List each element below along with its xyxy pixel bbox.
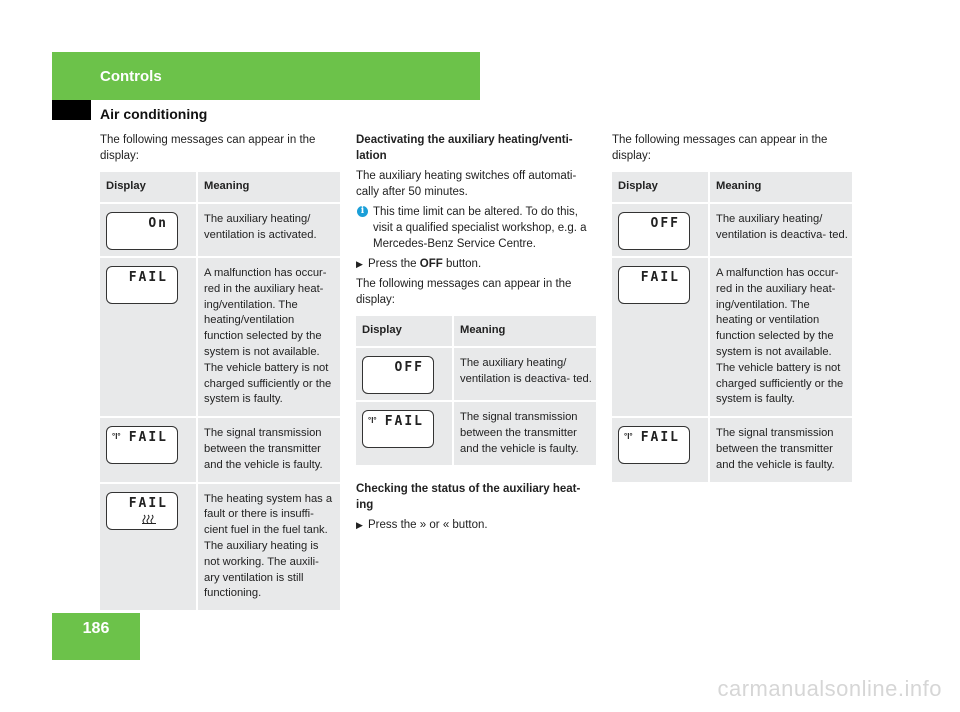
middle-intro: The following messages can appear in the display: xyxy=(356,278,572,306)
lcd-display-icon xyxy=(106,212,178,250)
meaning-cell: The auxiliary heating/ ventilation is deactiva- ted. xyxy=(454,348,596,402)
meaning-cell: The auxiliary heating/ ventilation is activated. xyxy=(198,204,340,258)
table-row xyxy=(356,348,596,402)
watermark: carmanualsonline.info xyxy=(717,676,942,701)
section-title: Air conditioning xyxy=(100,106,208,122)
lcd-text: OFF xyxy=(394,360,424,375)
info-note xyxy=(356,204,596,252)
lcd-text: FAIL xyxy=(640,270,680,285)
display-cell xyxy=(612,418,710,483)
meaning-cell: A malfunction has occur- red in the auxiliary heat- ing/ventilation. The heating or ventilation function selected by the system is not available. The vehicle battery is not charged sufficiently or the system is faulty. xyxy=(710,258,852,418)
lcd-display-icon xyxy=(618,212,690,250)
lcd-text: FAIL xyxy=(640,430,680,446)
page-number: 186 xyxy=(82,620,110,637)
display-cell xyxy=(100,418,198,483)
lcd-display-icon xyxy=(106,426,178,464)
step-press-off xyxy=(356,256,596,272)
middle-column xyxy=(356,132,596,537)
middle-message-table xyxy=(356,316,596,467)
meaning-cell: The signal transmission between the transmitter and the vehicle is faulty. xyxy=(454,402,596,467)
display-cell xyxy=(612,204,710,258)
meaning-cell: A malfunction has occur- red in the auxiliary heat- ing/ventilation. The heating/ventilation function selected by the system is not available. The vehicle battery is not charged sufficiently or the system is faulty. xyxy=(198,258,340,418)
lcd-text: On xyxy=(148,216,168,231)
step-press-arrows-text: Press the » or « button. xyxy=(368,519,488,532)
heating-icon xyxy=(141,514,157,524)
step-press-off-text: Press the OFF button. xyxy=(368,258,482,270)
left-column xyxy=(100,132,340,612)
display-cell xyxy=(612,258,710,418)
left-intro: The following messages can appear in the display: xyxy=(100,134,316,162)
table-row xyxy=(100,258,340,418)
info-note-text: This time limit can be altered. To do this, visit a qualified specialist workshop, e.g. a Mercedes-Benz Service Centre. xyxy=(373,206,587,250)
lcd-text: FAIL xyxy=(128,270,168,285)
meaning-cell: The heating system has a fault or there is insuffi- cient fuel in the fuel tank. The auxiliary heating is not working. The auxili- ary ventilation is still functioning. xyxy=(198,484,340,613)
right-table-body xyxy=(612,204,852,484)
lcd-text: FAIL xyxy=(128,430,168,446)
column-header-meaning: Meaning xyxy=(710,172,852,204)
table-row xyxy=(612,418,852,483)
deactivate-paragraph: The auxiliary heating switches off automati- cally after 50 minutes. xyxy=(356,170,577,198)
display-cell xyxy=(356,402,454,467)
middle-table-body xyxy=(356,348,596,467)
lcd-display-icon xyxy=(106,266,178,304)
table-row xyxy=(100,418,340,483)
step-arrow-icon: ▶ xyxy=(356,520,363,531)
right-message-table xyxy=(612,172,852,484)
column-header-display: Display xyxy=(100,172,198,204)
left-table-body xyxy=(100,204,340,612)
column-header-meaning: Meaning xyxy=(198,172,340,204)
right-column xyxy=(612,132,852,484)
up-arrow-button-symbol: » xyxy=(419,519,427,532)
down-arrow-button-symbol: « xyxy=(442,519,450,532)
off-button-label: OFF xyxy=(419,258,443,270)
display-cell xyxy=(100,258,198,418)
lcd-display-icon xyxy=(618,426,690,464)
signal-icon: °I° xyxy=(368,416,377,425)
step-press-arrows xyxy=(356,517,596,533)
display-cell xyxy=(100,204,198,258)
signal-icon: °I° xyxy=(112,432,121,442)
table-row xyxy=(356,402,596,467)
table-row xyxy=(100,204,340,258)
lcd-display-icon xyxy=(618,266,690,304)
display-cell xyxy=(356,348,454,402)
column-header-meaning: Meaning xyxy=(454,316,596,348)
step-arrow-icon: ▶ xyxy=(356,259,363,269)
signal-icon: °I° xyxy=(624,432,633,442)
display-cell xyxy=(100,484,198,613)
chapter-title: Controls xyxy=(100,68,162,85)
lcd-display-icon xyxy=(106,492,178,530)
table-row xyxy=(612,258,852,418)
lcd-text: FAIL xyxy=(128,495,168,511)
right-intro: The following messages can appear in the display: xyxy=(612,134,828,162)
check-status-heading: Checking the status of the auxiliary heat- ing xyxy=(356,483,581,512)
column-header-display: Display xyxy=(612,172,710,204)
lcd-text: FAIL xyxy=(384,414,424,429)
meaning-cell: The signal transmission between the transmitter and the vehicle is faulty. xyxy=(198,418,340,483)
lcd-text: OFF xyxy=(650,216,680,231)
left-message-table xyxy=(100,172,340,612)
lcd-display-icon xyxy=(362,356,434,394)
table-row xyxy=(612,204,852,258)
table-row xyxy=(100,484,340,613)
section-tab-marker xyxy=(52,100,91,120)
column-header-display: Display xyxy=(356,316,454,348)
meaning-cell: The auxiliary heating/ ventilation is deactiva- ted. xyxy=(710,204,852,258)
info-icon: i xyxy=(357,206,368,217)
lcd-display-icon xyxy=(362,410,434,448)
deactivate-heading: Deactivating the auxiliary heating/venti- lation xyxy=(356,134,573,162)
meaning-cell: The signal transmission between the transmitter and the vehicle is faulty. xyxy=(710,418,852,483)
